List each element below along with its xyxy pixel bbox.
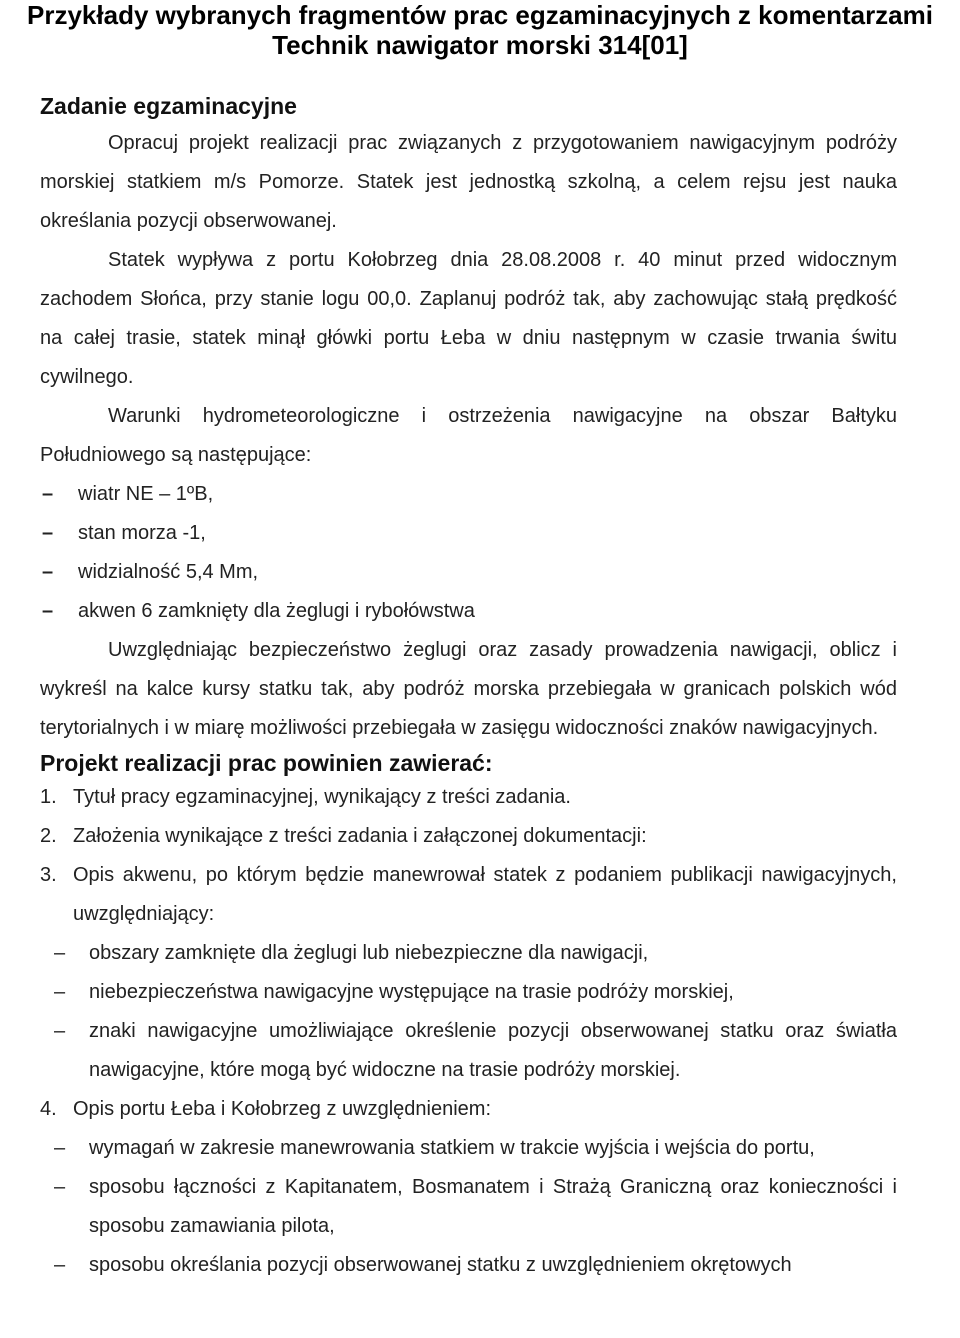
- task-paragraph-2: Statek wypływa z portu Kołobrzeg dnia 28.08.2008 r. 40 minut przed widocznym zachodem Słońca, przy stanie logu 00,0. Zaplanuj podróż tak, aby zachowując stałą prędkość na całej trasie, statek minął główki portu Łeba w dniu następnym w czasie trwania świtu cywilnego.: [40, 249, 897, 388]
- item-text: Tytuł pracy egzaminacyjnej, wynikający z treści zadania.: [73, 786, 571, 808]
- dash-bullet: –: [54, 942, 66, 964]
- project-title: Projekt realizacji prac powinien zawierać:: [40, 750, 493, 776]
- item3-sub-item: [40, 973, 897, 1012]
- dash-bullet: –: [42, 522, 54, 544]
- item-number: 4.: [40, 1098, 57, 1120]
- item-text: Założenia wynikające z treści zadania i załączonej dokumentacji:: [73, 825, 647, 847]
- item-number: 2.: [40, 825, 57, 847]
- item4-sub-item: [40, 1129, 897, 1168]
- condition-item: [40, 475, 897, 514]
- condition-text: wiatr NE – 1ºB,: [78, 483, 214, 505]
- condition-item: [40, 553, 897, 592]
- project-item-2: [40, 817, 897, 856]
- header-title-line1: Przykłady wybranych fragmentów prac egzaminacyjnych z komentarzami: [27, 0, 933, 30]
- task-paragraph-3: Warunki hydrometeorologiczne i ostrzeżenia nawigacyjne na obszar Bałtyku Południowego są następujące:: [40, 405, 897, 466]
- condition-text: akwen 6 zamknięty dla żeglugi i rybołówstwa: [78, 600, 475, 622]
- sub-item-text: niebezpieczeństwa nawigacyjne występujące na trasie podróży morskiej,: [89, 981, 734, 1003]
- project-item-3: [40, 856, 897, 934]
- sub-item-text: sposobu określania pozycji obserwowanej statku z uwzględnieniem okrętowych: [89, 1254, 792, 1276]
- dash-bullet: –: [54, 981, 66, 1003]
- item-number: 3.: [40, 864, 57, 886]
- condition-text: stan morza -1,: [78, 522, 206, 544]
- item3-sub-item: [40, 1012, 897, 1090]
- condition-text: widzialność 5,4 Mm,: [78, 561, 259, 583]
- page-header: [0, 0, 960, 60]
- item3-sub-item: [40, 934, 897, 973]
- dash-bullet: –: [54, 1020, 66, 1042]
- item-number: 1.: [40, 786, 57, 808]
- task-paragraph-1: Opracuj projekt realizacji prac związanych z przygotowaniem nawigacyjnym podróży morskiej statkiem m/s Pomorze. Statek jest jednostką szkolną, a celem rejsu jest nauka określania pozycji obserwowanej.: [40, 132, 897, 232]
- condition-item: [40, 592, 897, 631]
- item-text: Opis portu Łeba i Kołobrzeg z uwzględnieniem:: [73, 1098, 492, 1120]
- dash-bullet: –: [42, 600, 54, 622]
- sub-item-text: znaki nawigacyjne umożliwiające określenie pozycji obserwowanej statku oraz światła nawigacyjne, które mogą być widoczne na trasie podróży morskiej.: [89, 1020, 897, 1081]
- condition-item: [40, 514, 897, 553]
- dash-bullet: –: [54, 1137, 66, 1159]
- sub-item-text: sposobu łączności z Kapitanatem, Bosmanatem i Strażą Graniczną oraz konieczności i sposobu zamawiania pilota,: [89, 1176, 897, 1237]
- item4-sub-item: [40, 1168, 897, 1246]
- task-title: Zadanie egzaminacyjne: [40, 93, 297, 119]
- task-closing-paragraph: Uwzględniając bezpieczeństwo żeglugi oraz zasady prowadzenia nawigacji, oblicz i wykreśl na kalce kursy statku tak, aby podróż morska przebiegała w granicach polskich wód terytorialnych i w miarę możliwości przebiegała w zasięgu widoczności znaków nawigacyjnych.: [40, 639, 897, 739]
- item-text: Opis akwenu, po którym będzie manewrował statek z podaniem publikacji nawigacyjnych, uwzględniający:: [73, 864, 897, 925]
- sub-item-text: wymagań w zakresie manewrowania statkiem w trakcie wyjścia i wejścia do portu,: [89, 1137, 815, 1159]
- project-item-4: [40, 1090, 897, 1129]
- sub-item-text: obszary zamknięte dla żeglugi lub niebezpieczne dla nawigacji,: [89, 942, 649, 964]
- header-title-line2: Technik nawigator morski 314[01]: [272, 30, 688, 60]
- dash-bullet: –: [54, 1254, 66, 1276]
- document-body: [40, 88, 897, 1285]
- dash-bullet: –: [42, 561, 54, 583]
- dash-bullet: –: [42, 483, 54, 505]
- dash-bullet: –: [54, 1176, 66, 1198]
- project-item-1: [40, 778, 897, 817]
- item4-sub-item: [40, 1246, 897, 1285]
